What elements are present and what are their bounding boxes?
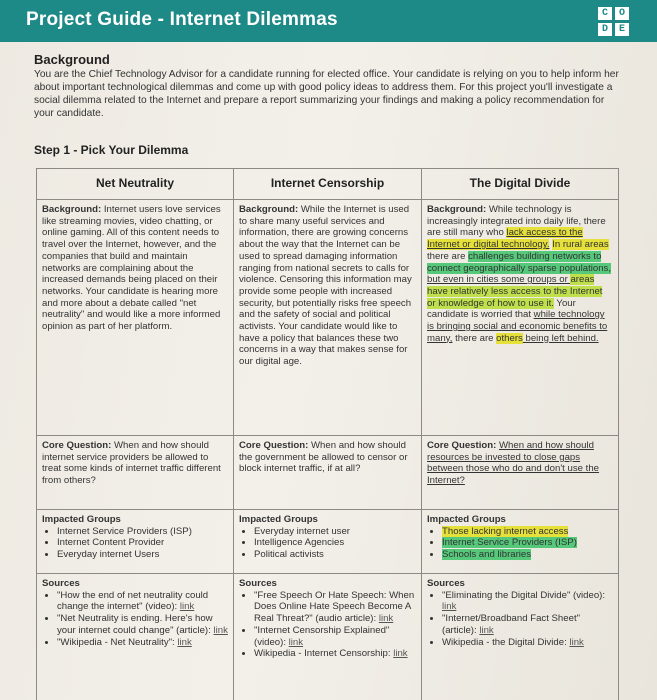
sources-row — [37, 574, 619, 700]
background-text: While the Internet is used to share many useful services and information, there are growing concerns about the way that the Internet can be used to spread damaging information ranging from national secrets to calls for violence. Censoring this information may provide some people with increased security, but potentially risks free speech and the safety of social and political activists. Your candidate would like to have a policy that balances these two concerns in a way that makes sense for our digital age. — [239, 204, 412, 368]
background-heading: Background — [34, 52, 110, 67]
highlighted-text: areas have relatively less access to the Internet or knowledge of how to use it. — [427, 274, 603, 309]
source-link[interactable]: link — [442, 601, 457, 613]
background-text: while technology is bringing social and economic benefits to many, — [427, 309, 608, 344]
digital-divide-question — [422, 436, 619, 510]
question-text: When and how should internet service providers be allowed to treat some kinds of internet traffic different from others? — [42, 440, 221, 487]
source-text: "How the end of net neutrality could change the internet" (video): — [57, 589, 209, 613]
impacted-list — [42, 526, 228, 561]
logo-letter: E — [615, 23, 629, 36]
source-link[interactable]: link — [179, 601, 195, 613]
question-label: Core Question: — [427, 440, 497, 451]
background-text: Internet users love services like streaming movies, video chatting, or online gaming. All of this content needs to travel over the Internet, however, and the companies that build and maintain networks are complaining about the increased demands being placed on their networks. Your candidate is hearing more and more about a debate called "net neutrality" and would like a more informed opinion as part of her platform. — [42, 204, 221, 333]
list-item: • Internet Service Providers (ISP) — [57, 526, 228, 538]
list-item — [254, 590, 416, 625]
list-item — [254, 625, 416, 648]
source-link[interactable]: link — [177, 636, 192, 648]
source-text: Wikipedia - Internet Censorship: — [254, 648, 391, 660]
highlighted-text: challenges building networks to connect geographically sparse populations, — [427, 250, 612, 274]
sources-list — [42, 590, 228, 649]
source-link[interactable]: link — [393, 648, 408, 660]
source-text: "Internet Censorship Explained" (video): — [254, 624, 390, 648]
digital-divide-sources — [422, 574, 619, 700]
column-title-digital-divide: The Digital Divide — [422, 169, 619, 200]
list-item: • Internet Content Provider — [57, 537, 228, 549]
impacted-list — [427, 526, 613, 561]
internet-censorship-background — [234, 200, 422, 436]
impacted-label: Impacted Groups — [42, 514, 121, 525]
source-text: "Net Neutrality is ending. Here's how your internet could change" (article): — [57, 613, 213, 636]
sources-list — [239, 590, 416, 660]
question-label: Core Question: — [42, 440, 112, 451]
list-item — [442, 526, 613, 538]
internet-censorship-question — [234, 436, 422, 510]
highlighted-text: Schools and libraries — [442, 549, 532, 561]
highlighted-text: Internet Service Providers (ISP) — [442, 537, 577, 549]
highlighted-text: Those lacking internet access — [442, 525, 569, 537]
table-header-row — [37, 169, 619, 200]
net-neutrality-question — [37, 436, 234, 510]
code-logo — [594, 4, 634, 38]
list-item: • Everyday internet user — [254, 526, 416, 538]
background-paragraph: You are the Chief Technology Advisor for a candidate running for elected office. Your candidate is relying on you to help inform her about important technological dilemmas and come up with good policy ideas to address them. For this project you'll investigate a social dilemma related to the Internet and prepare a report summarizing your findings and making a policy recommendation for your candidate. — [34, 69, 619, 119]
source-text: Wikipedia - the Digital Divide: — [442, 636, 567, 648]
list-item — [57, 590, 228, 613]
list-item — [254, 648, 416, 660]
background-text: Your candidate is worried that — [427, 297, 576, 321]
column-title-net-neutrality: Net Neutrality — [37, 169, 234, 200]
logo-letter: C — [598, 7, 612, 20]
dilemma-table — [36, 168, 619, 700]
impacted-groups-row — [37, 510, 619, 574]
page-title: Project Guide - Internet Dilemmas — [26, 9, 338, 30]
step-heading: Step 1 - Pick Your Dilemma — [34, 143, 189, 157]
source-link[interactable]: link — [288, 636, 304, 648]
net-neutrality-sources — [37, 574, 234, 700]
logo-letter: O — [615, 7, 629, 20]
digital-divide-impacted — [422, 510, 619, 574]
highlighted-text: In rural areas — [552, 239, 609, 251]
source-link[interactable]: link — [213, 624, 228, 636]
highlighted-text: others — [496, 332, 523, 344]
list-item — [442, 537, 613, 549]
question-label: Core Question: — [239, 440, 309, 451]
background-text: there are — [427, 250, 469, 262]
net-neutrality-impacted — [37, 510, 234, 574]
impacted-label: Impacted Groups — [239, 514, 318, 525]
internet-censorship-sources — [234, 574, 422, 700]
list-item: • Intelligence Agencies — [254, 537, 416, 549]
list-item — [442, 590, 613, 613]
question-text: When and how should the government be allowed to censor or block internet traffic, if at all? — [239, 440, 408, 475]
list-item: • Political activists — [254, 549, 416, 561]
impacted-list — [239, 526, 416, 561]
list-item — [442, 637, 613, 649]
background-label: Background: — [239, 204, 299, 215]
sources-label: Sources — [239, 578, 277, 589]
internet-censorship-impacted — [234, 510, 422, 574]
list-item — [442, 613, 613, 636]
background-text: being left behind. — [522, 332, 599, 344]
digital-divide-background — [422, 200, 619, 436]
background-text: there are — [452, 332, 497, 344]
source-text: "Wikipedia - Net Neutrality": — [57, 636, 175, 648]
column-title-internet-censorship: Internet Censorship — [234, 169, 422, 200]
source-text: "Free Speech Or Hate Speech: When Does Online Hate Speech Become A Real Threat?" (audio article): — [254, 589, 415, 625]
source-link[interactable]: link — [569, 636, 584, 648]
sources-label: Sources — [427, 578, 465, 589]
logo-letter: D — [598, 23, 612, 36]
background-label: Background: — [427, 204, 487, 215]
question-text: When and how should resources be invested to close gaps between those who do and don't use the Internet? — [427, 440, 599, 487]
list-item — [442, 549, 613, 561]
page-header — [0, 0, 657, 42]
background-text: but even in cities some groups or — [427, 274, 571, 286]
background-label: Background: — [42, 204, 102, 215]
list-item: • Everyday internet Users — [57, 549, 228, 561]
source-text: "Internet/Broadband Fact Sheet" (article): — [442, 613, 581, 636]
highlighted-text: lack access to the Internet or digital technology. — [427, 227, 583, 251]
background-text: While technology is increasingly integrated into daily life, there are still many who — [427, 204, 606, 239]
source-link[interactable]: link — [479, 624, 494, 636]
core-question-row — [37, 436, 619, 510]
source-text: "Eliminating the Digital Divide" (video): — [442, 589, 606, 601]
sources-label: Sources — [42, 578, 80, 589]
sources-list — [427, 590, 613, 649]
background-row — [37, 200, 619, 436]
list-item — [57, 613, 228, 636]
list-item — [57, 637, 228, 649]
source-link[interactable]: link — [378, 613, 394, 625]
impacted-label: Impacted Groups — [427, 514, 506, 525]
net-neutrality-background — [37, 200, 234, 436]
